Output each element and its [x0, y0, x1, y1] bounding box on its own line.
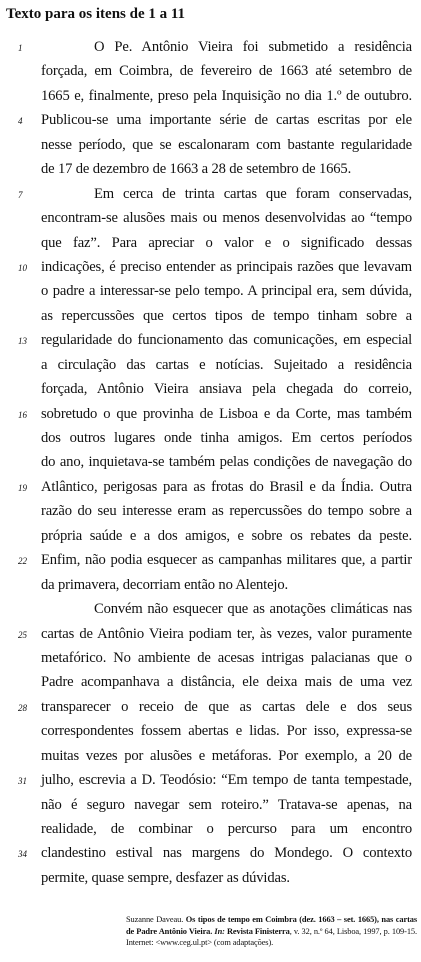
- line-number: 28: [18, 702, 27, 713]
- line-number: 16: [18, 409, 27, 420]
- text-line: [0, 647, 421, 671]
- text-line: [0, 427, 421, 451]
- line-text: correspondentes fossem abertas e lidas. Por isso, expressa-se: [41, 723, 412, 740]
- line-number: 25: [18, 629, 27, 640]
- section-heading: Texto para os itens de 1 a 11: [6, 6, 186, 22]
- line-number: 22: [18, 556, 27, 567]
- line-number: 34: [18, 849, 27, 860]
- line-text: de 17 de dezembro de 1663 a 28 de setembro de 1665.: [41, 161, 352, 178]
- line-text: razão do seu interesse eram as repercussões do tempo sobre a: [41, 503, 412, 520]
- line-text: Em cerca de trinta cartas que foram conservadas,: [94, 185, 412, 202]
- text-line: [0, 36, 421, 60]
- text-line: [0, 85, 421, 109]
- line-text: cartas de Antônio Vieira podiam ter, às vezes, valor puramente: [41, 625, 412, 642]
- line-text: forçada, em Coimbra, de fevereiro de 1663 até setembro de: [41, 63, 412, 80]
- line-text: O Pe. Antônio Vieira foi submetido a residência: [94, 39, 412, 55]
- line-text: própria saúde e a dos amigos, e sobre os rebates da peste.: [41, 527, 412, 544]
- line-text: clandestino estival nas margens do Mondego. O contexto: [41, 845, 412, 862]
- line-text: regularidade do funcionamento das comunicações, em especial: [41, 332, 412, 349]
- line-number: 1: [18, 43, 23, 53]
- text-line: [0, 574, 421, 598]
- text-line: [0, 158, 421, 182]
- line-text: dos outros lugares onde tinha amigos. Em certos períodos: [41, 430, 412, 446]
- source-citation: [126, 914, 417, 949]
- text-line: [0, 134, 421, 158]
- line-text: que faz”. Para apreciar o valor e o significado dessas: [41, 234, 412, 251]
- text-line: [0, 305, 421, 329]
- line-text: sobretudo o que provinha de Lisboa e da Corte, mas também: [41, 405, 412, 422]
- text-line: [0, 232, 421, 256]
- line-number: 31: [18, 776, 27, 787]
- line-text: a circulação das cartas e notícias. Sujeitado a residência: [41, 356, 412, 373]
- text-line: [0, 60, 421, 84]
- source-journal: Revista Finisterra: [226, 926, 290, 936]
- line-number: 13: [18, 336, 27, 347]
- text-line: [0, 867, 421, 891]
- line-text: julho, escrevia a D. Teodósio: “Em tempo de tanta tempestade,: [41, 772, 412, 789]
- line-text: transparecer o receio de que as cartas dele e dos seus: [41, 698, 412, 715]
- text-line: [0, 256, 421, 280]
- text-line: [0, 378, 421, 402]
- line-text: Convém não esquecer que as anotações climáticas nas: [94, 601, 412, 618]
- line-text: indicações, é preciso entender as principais razões que levavam: [41, 258, 412, 275]
- text-line: [0, 720, 421, 744]
- text-line: [0, 696, 421, 720]
- text-line: [0, 769, 421, 793]
- text-line: [0, 476, 421, 500]
- line-text: muitas vezes por alusões e metáforas. Por exemplo, a 20 de: [41, 747, 412, 764]
- line-text: não é seguro navegar sem roteiro.” Tratava-se apenas, na: [41, 796, 412, 813]
- text-line: [0, 183, 421, 207]
- text-line: [0, 671, 421, 695]
- line-text: Atlântico, perigosas para as frotas do Brasil e da Índia. Outra: [41, 478, 412, 495]
- text-line: [0, 207, 421, 231]
- text-line: [0, 842, 421, 866]
- text-body: [0, 36, 421, 891]
- text-line: [0, 598, 421, 622]
- line-text: metafórico. No ambiente de acesas intrigas palacianas que o: [41, 649, 412, 666]
- line-text: nesse período, que se escalonaram com bastante regularidade: [41, 136, 412, 153]
- text-line: [0, 549, 421, 573]
- line-number: 4: [18, 116, 23, 127]
- line-number: 19: [18, 482, 27, 493]
- line-text: Enfim, não podia esquecer as campanhas militares que, a partir: [41, 552, 412, 569]
- text-line: [0, 500, 421, 524]
- text-line: [0, 109, 421, 133]
- source-title: Os tipos de tempo em Coimbra (dez. 1663 – set. 1665), nas cartas de Padre Antônio Vieira.: [126, 915, 418, 936]
- text-line: [0, 280, 421, 304]
- line-text: Padre acompanhava a distância, ele deixa mais de uma vez: [41, 674, 412, 691]
- text-line: [0, 745, 421, 769]
- line-text: forçada, Antônio Vieira ansiava pela chegada do correio,: [41, 381, 412, 398]
- line-text: do ano, inquietava-se também pelas condições de navegação do: [41, 454, 412, 471]
- line-number: 10: [18, 262, 27, 273]
- line-text: realidade, de combinar o percurso para um encontro: [41, 821, 412, 837]
- source-in: In:: [214, 926, 225, 936]
- source-author: Suzanne Daveau.: [126, 915, 184, 924]
- text-line: [0, 525, 421, 549]
- text-line: [0, 794, 421, 818]
- line-text: encontram-se alusões mais ou menos desenvolvidas ao “tempo: [41, 210, 412, 227]
- text-line: [0, 403, 421, 427]
- text-line: [0, 451, 421, 475]
- text-line: [0, 329, 421, 353]
- line-text: o padre a interessar-se pelo tempo. A principal era, sem dúvida,: [41, 283, 412, 300]
- line-text: Publicou-se uma importante série de cartas escritas por ele: [41, 112, 412, 129]
- line-text: da primavera, decorriam então no Alentejo.: [41, 576, 288, 593]
- source-details: , v. 32, n.º 64, Lisboa, 1997, p. 109-15. Internet: <www.ceg.ul.pt> (com adaptações).: [126, 926, 417, 948]
- text-line: [0, 354, 421, 378]
- line-text: 1665 e, finalmente, preso pela Inquisição no dia 1.º de outubro.: [41, 87, 412, 104]
- line-text: as repercussões que certos tipos de tempo tinham sobre a: [41, 307, 412, 324]
- text-line: [0, 623, 421, 647]
- line-number: 7: [18, 189, 23, 200]
- text-line: [0, 818, 421, 842]
- line-text: permite, quase sempre, desfazer as dúvidas.: [41, 869, 290, 886]
